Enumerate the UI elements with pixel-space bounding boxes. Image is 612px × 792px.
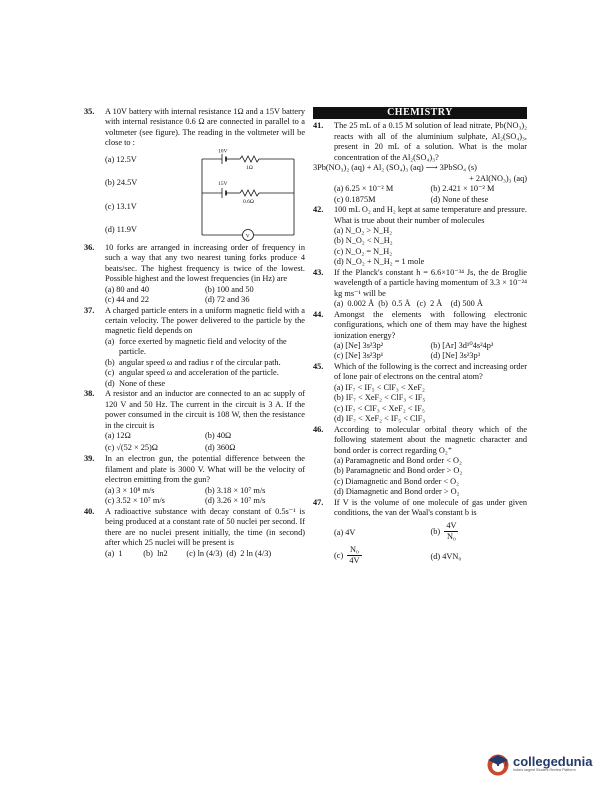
question-47-options — [313, 521, 527, 569]
option: (d) IF₇ < XeF₂ < IF₅ < ClF₃ — [334, 414, 426, 424]
question-number: 35. — [84, 107, 95, 116]
question-number: 43. — [313, 267, 324, 277]
question-42-options — [313, 226, 527, 268]
question-44-options — [313, 341, 527, 362]
option: (c) √(52 × 25)Ω — [105, 443, 158, 453]
label-06ohm: 0.6Ω — [243, 198, 254, 205]
label-15v: 15V — [218, 180, 228, 187]
fraction: $\frac{\text{N₀}}{4V}$ — [349, 544, 360, 566]
question-38 — [84, 389, 305, 431]
option: (d) 11.9V — [105, 225, 137, 235]
question-41 — [313, 121, 527, 163]
option: (a) Paramagnetic and Bond order < O₂ — [334, 455, 462, 465]
option: (a) 12Ω — [105, 430, 131, 440]
option: (c) $\frac{\text{N₀}}{4V}$ — [334, 544, 360, 566]
question-number: 38. — [84, 389, 95, 399]
option: (d) Diamagnetic and Bond order > O₂ — [334, 487, 460, 497]
question-43-options: (a) 0.002 Å (b) 0.5 Å (c) 2 Å (d) 500 Å — [334, 299, 483, 309]
question-45 — [313, 362, 527, 383]
option: (a) 12.5V — [105, 154, 137, 164]
question-44 — [313, 310, 527, 341]
question-number: 46. — [313, 424, 324, 434]
question-text: A radioactive substance with decay constant of 0.5s⁻¹ is being produced at a constant rate of 50 nuclei per second. If there are no nuclei present initially, the time (in second) after which 25 nuclei will be present is — [105, 506, 305, 548]
collegedunia-logo — [486, 752, 592, 776]
question-43 — [313, 268, 527, 299]
option: (c) IF₇ < ClF₃ < XeF₂ < IF₅ — [334, 403, 425, 413]
brand-name: collegedunia — [513, 754, 593, 769]
option: (b) N_O₂ < N_H₂ — [334, 236, 393, 246]
left-column — [84, 107, 305, 559]
question-text: Amongst the elements with following electronic configurations, which one of them may have the highest ionization energy? — [334, 309, 527, 340]
question-text: A 10V battery with internal resistance 1Ω and a 15V battery with internal resistance 0.6 Ω are connected in parallel to a voltmeter (see figure). The reading in the voltmeter will be close to : — [105, 107, 305, 148]
option: (c) 0.1875M — [334, 194, 376, 204]
question-38-options — [84, 431, 305, 454]
option: (b) 24.5V — [105, 178, 138, 188]
question-number: 42. — [313, 205, 324, 215]
question-40-options: (a) 1 (b) ln2 (c) ln (4/3) (d) 2 ln (4/3) — [105, 548, 272, 558]
question-number: 47. — [313, 497, 324, 507]
circuit-diagram — [196, 149, 300, 241]
option: (b) 100 and 50 — [205, 284, 254, 294]
option: (a) [Ne] 3s²3p² — [334, 340, 384, 350]
question-text: 100 mL O₂ and H₂ kept at same temperature and pressure. What is true about their number of molecules — [334, 205, 527, 225]
option: (d) 4VN₀ — [430, 551, 462, 561]
question-text: Which of the following is the correct and increasing order of lone pair of electrons on the central atom? — [334, 361, 527, 382]
option: (b) [Ar] 3d¹⁰4s²4p³ — [430, 340, 494, 350]
brand-tagline: India's largest Student Review Platform — [513, 768, 576, 772]
question-text: According to molecular orbital theory which of the following statement about the magnetic character and bond order is correct regarding O₂⁺ — [334, 424, 527, 455]
option: (d) N_O₂ + N_H₂ = 1 mole — [334, 257, 425, 267]
question-text: If V is the volume of one molecule of gas under given conditions, the van der Waal's constant b is — [334, 497, 527, 518]
label-1ohm: 1Ω — [246, 164, 253, 171]
option: (b) IF₇ < XeF₂ < ClF₃ < IF₅ — [334, 393, 426, 403]
question-39 — [84, 454, 305, 485]
option: (c) Diamagnetic and Bond order < O₂ — [334, 476, 460, 486]
option: (d) 72 and 36 — [205, 295, 250, 305]
question-40 — [84, 507, 305, 549]
question-text: 10 forks are arranged in increasing order of frequency in such a way that any two nearest tuning forks produce 4 beats/sec. The highest frequency is twice of the lowest. Possible highest and the lowest frequencies (in Hz) are — [105, 242, 305, 284]
question-37 — [84, 306, 305, 337]
question-number: 45. — [313, 361, 324, 371]
option: (c) 3.52 × 10⁷ m/s — [105, 496, 165, 506]
question-36 — [84, 243, 305, 285]
option: (b) 2.421 × 10⁻² M — [430, 184, 495, 194]
question-41-options — [313, 184, 527, 205]
fraction: $\frac{4V}{\text{N₀}}$ — [446, 520, 457, 542]
question-number: 44. — [313, 309, 324, 319]
option: (b) angular speed ω and radius r of the circular path. — [105, 357, 281, 367]
option: (a) 80 and 40 — [105, 284, 150, 294]
option: (b) 3.18 × 10⁷ m/s — [205, 485, 266, 495]
option: (c) [Ne] 3s²3p¹ — [334, 351, 384, 361]
section-heading: CHEMISTRY — [313, 107, 527, 119]
reaction-equation: 3Pb(NO₃)₂ (aq) + Al₂ (SO₄)₃ (aq) ⟶ 3PbSO₄ (s) — [313, 163, 477, 173]
label-10v: 10V — [218, 148, 228, 155]
question-35 — [84, 107, 305, 149]
question-text: A resistor and an inductor are connected to an ac supply of 120 V and 50 Hz. The current in the circuit is 3 A. If the power consumed in the circuit is 108 W, then the resistance in the circuit is — [105, 389, 305, 430]
question-39-options — [84, 486, 305, 507]
question-45-options — [313, 383, 527, 425]
question-number: 41. — [313, 121, 324, 131]
question-text: In an electron gun, the potential difference between the filament and plate is 3000 V. What will be the velocity of electron emitting from the gun? — [105, 454, 305, 485]
option: (a) 4V — [334, 527, 356, 537]
question-46-options — [313, 456, 527, 498]
option: (a) IF₇ < IF₅ < ClF₃ < XeF₂ — [334, 382, 425, 392]
voltmeter-label: V — [245, 233, 250, 240]
question-text: If the Planck's constant h = 6.6×10⁻³⁴ Js, the de Broglie wavelength of a particle having momentum of 3.3 × 10⁻²⁴ kg ms⁻¹ will be — [334, 267, 527, 298]
question-number: 39. — [84, 454, 95, 464]
reaction-equation-cont: + 2Al(NO₃)₃ (aq) — [469, 173, 527, 183]
question-36-options — [84, 285, 305, 306]
option: (d) 360Ω — [205, 443, 236, 453]
right-column — [313, 107, 527, 569]
question-text: A charged particle enters in a uniform magnetic field with a certain velocity. The power delivered to the particle by the magnetic field depends on — [105, 305, 305, 336]
option: (b) $\frac{4V}{\text{N₀}}$ — [430, 520, 457, 542]
option: (d) None of these — [105, 378, 166, 388]
question-number: 36. — [84, 242, 95, 252]
option: (b) 40Ω — [205, 430, 232, 440]
question-number: 37. — [84, 305, 95, 315]
option: (d) [Ne] 3s²3p³ — [430, 351, 481, 361]
question-47 — [313, 498, 527, 519]
option: (a) N_O₂ > N_H₂ — [334, 225, 393, 235]
graduation-cap-icon — [486, 752, 510, 776]
option: (d) 3.26 × 10⁷ m/s — [205, 496, 266, 506]
question-42 — [313, 205, 527, 226]
option: (c) angular speed ω and acceleration of the particle. — [105, 368, 279, 378]
option: (c) N_O₂ = N_H₂ — [334, 246, 393, 256]
option: (a) 3 × 10⁸ m/s — [105, 485, 155, 495]
option: (c) 44 and 22 — [105, 295, 150, 305]
option: (d) None of these — [430, 194, 489, 204]
option: (b) Paramagnetic and Bond order > O₂ — [334, 466, 463, 476]
question-35-options — [84, 149, 305, 241]
question-46 — [313, 425, 527, 456]
option: (a) 6.25 × 10⁻² M — [334, 184, 394, 194]
question-text: The 25 mL of a 0.15 M solution of lead nitrate, Pb(NO₃)₂ reacts with all of the aluminium sulphate, Al₂(SO₄)₃, present in 20 mL of a solution. What is the molar concentration of the Al₂(SO₄)₃? — [334, 121, 527, 162]
option: (c) 13.1V — [105, 201, 137, 211]
option: (a) force exerted by magnetic field and velocity of the particle. — [105, 336, 287, 357]
question-number: 40. — [84, 506, 95, 516]
